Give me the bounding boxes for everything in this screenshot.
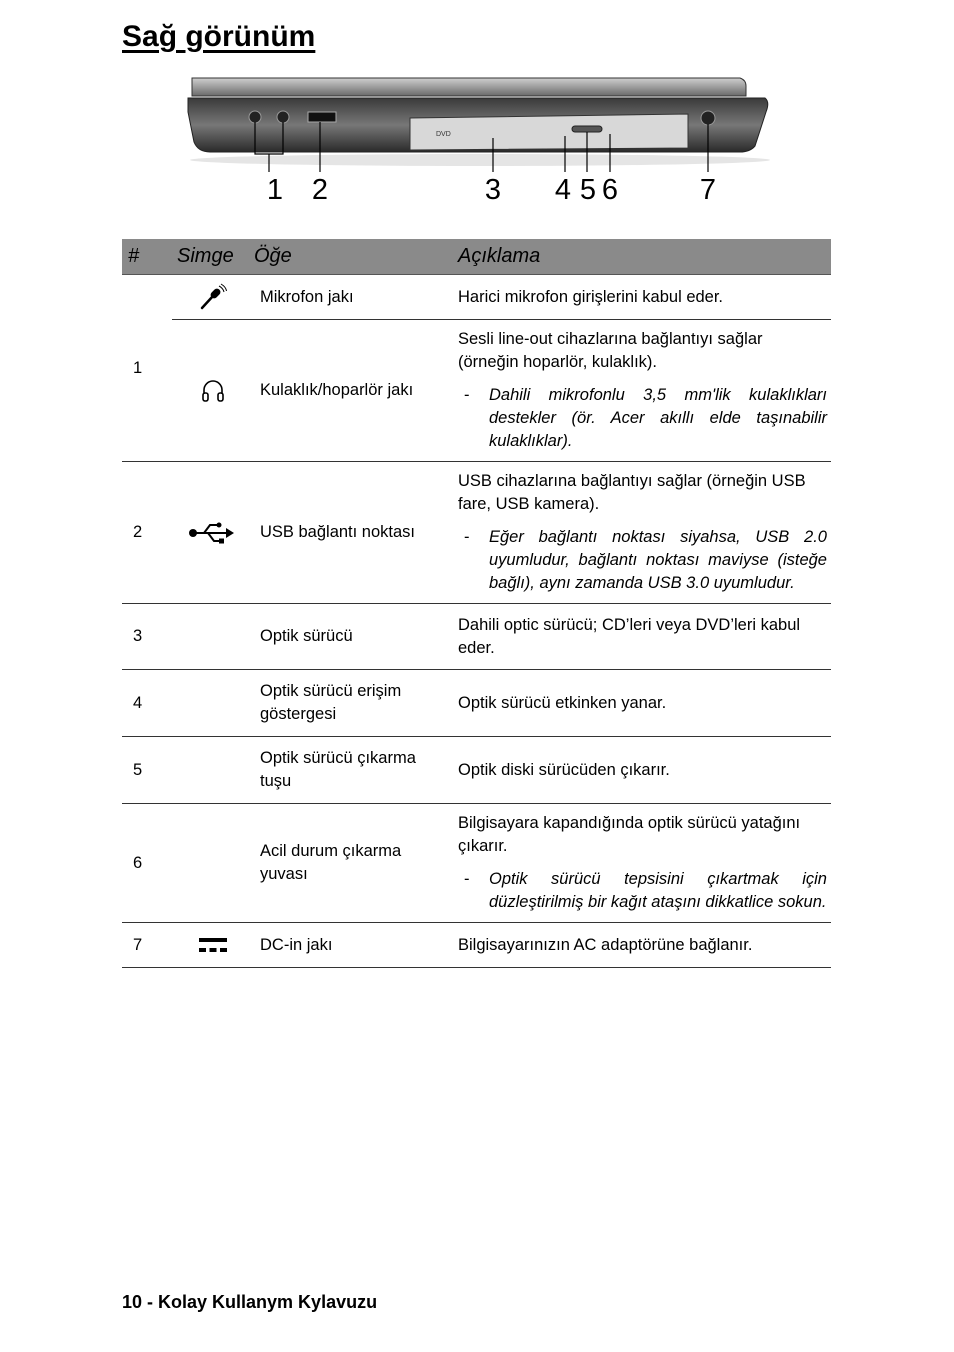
table-row bbox=[122, 737, 831, 804]
laptop-side-image bbox=[180, 72, 780, 172]
header-icon: Simge bbox=[172, 239, 254, 275]
row-desc: Harici mikrofon girişlerini kabul eder. bbox=[451, 275, 831, 320]
row-item: Acil durum çıkarma yuvası bbox=[254, 804, 451, 923]
row-num: 6 bbox=[122, 804, 172, 923]
table-row bbox=[122, 604, 831, 670]
header-num: # bbox=[122, 239, 172, 275]
table-header bbox=[122, 239, 831, 275]
headphones-icon bbox=[172, 320, 254, 462]
page-title: Sağ görünüm bbox=[122, 20, 316, 53]
note-dash: - bbox=[464, 870, 470, 888]
row-num: 4 bbox=[122, 670, 172, 737]
note-text: Optik sürücü tepsisini çıkartmak için düzleştirilmiş bir kağıt ataşını dikkatlice sokun. bbox=[489, 870, 827, 911]
header-item: Öğe bbox=[254, 239, 451, 275]
note-text: Dahili mikrofonlu 3,5 mm'lik kulaklıkları destekler (ör. Acer akıllı elde taşınabilir kulaklıklar). bbox=[489, 386, 827, 450]
callout-4: 4 bbox=[554, 174, 572, 206]
row-item: Optik sürücü bbox=[254, 604, 451, 670]
row-desc: USB cihazlarına bağlantıyı sağlar (örneğin USB fare, USB kamera). bbox=[458, 472, 806, 513]
usb-icon bbox=[172, 462, 254, 604]
callout-2: 2 bbox=[311, 174, 329, 206]
callout-numbers bbox=[0, 172, 954, 212]
microphone-icon bbox=[172, 275, 254, 320]
note-dash: - bbox=[464, 386, 470, 404]
table-row bbox=[122, 923, 831, 968]
row-note bbox=[458, 868, 827, 914]
row-num: 7 bbox=[122, 923, 172, 968]
callout-5: 5 bbox=[579, 174, 597, 206]
dc-in-icon bbox=[172, 923, 254, 968]
row-num: 2 bbox=[122, 462, 172, 604]
callout-7: 7 bbox=[699, 174, 717, 206]
row-desc: Bilgisayarınızın AC adaptörüne bağlanır. bbox=[451, 923, 831, 968]
table-row bbox=[122, 462, 831, 604]
row-desc: Bilgisayara kapandığında optik sürücü yatağını çıkarır. bbox=[458, 814, 801, 855]
note-dash: - bbox=[464, 528, 470, 546]
callout-1: 1 bbox=[266, 174, 284, 206]
row-desc-cell bbox=[451, 462, 831, 604]
row-desc: Optik diski sürücüden çıkarır. bbox=[451, 737, 831, 804]
row-num: 1 bbox=[122, 275, 172, 462]
ports-table bbox=[122, 239, 831, 968]
row-desc: Optik sürücü etkinken yanar. bbox=[451, 670, 831, 737]
table-row bbox=[122, 320, 831, 462]
table-row bbox=[122, 670, 831, 737]
row-desc-cell bbox=[451, 804, 831, 923]
row-num: 5 bbox=[122, 737, 172, 804]
drive-label: DVD bbox=[436, 131, 451, 138]
row-note bbox=[458, 526, 827, 595]
row-item: Mikrofon jakı bbox=[254, 275, 451, 320]
table-row bbox=[122, 275, 831, 320]
row-item: USB bağlantı noktası bbox=[254, 462, 451, 604]
header-desc: Açıklama bbox=[451, 239, 831, 275]
callout-6: 6 bbox=[601, 174, 619, 206]
row-item: Optik sürücü çıkarma tuşu bbox=[254, 737, 451, 804]
table-row bbox=[122, 804, 831, 923]
row-note bbox=[458, 384, 827, 453]
page-footer: 10 - Kolay Kullanym Kylavuzu bbox=[122, 1292, 378, 1312]
callout-3: 3 bbox=[484, 174, 502, 206]
row-desc: Dahili optic sürücü; CD’leri veya DVD’leri kabul eder. bbox=[451, 604, 831, 670]
row-desc-cell bbox=[451, 320, 831, 462]
row-item: DC-in jakı bbox=[254, 923, 451, 968]
row-desc: Sesli line-out cihazlarına bağlantıyı sağlar (örneğin hoparlör, kulaklık). bbox=[458, 330, 763, 371]
row-num: 3 bbox=[122, 604, 172, 670]
row-item: Kulaklık/hoparlör jakı bbox=[254, 320, 451, 462]
row-item: Optik sürücü erişim göstergesi bbox=[254, 670, 451, 737]
note-text: Eğer bağlantı noktası siyahsa, USB 2.0 uyumludur, bağlantı noktası maviyse (isteğe bağlı), aynı zamanda USB 3.0 uyumludur. bbox=[489, 528, 827, 592]
